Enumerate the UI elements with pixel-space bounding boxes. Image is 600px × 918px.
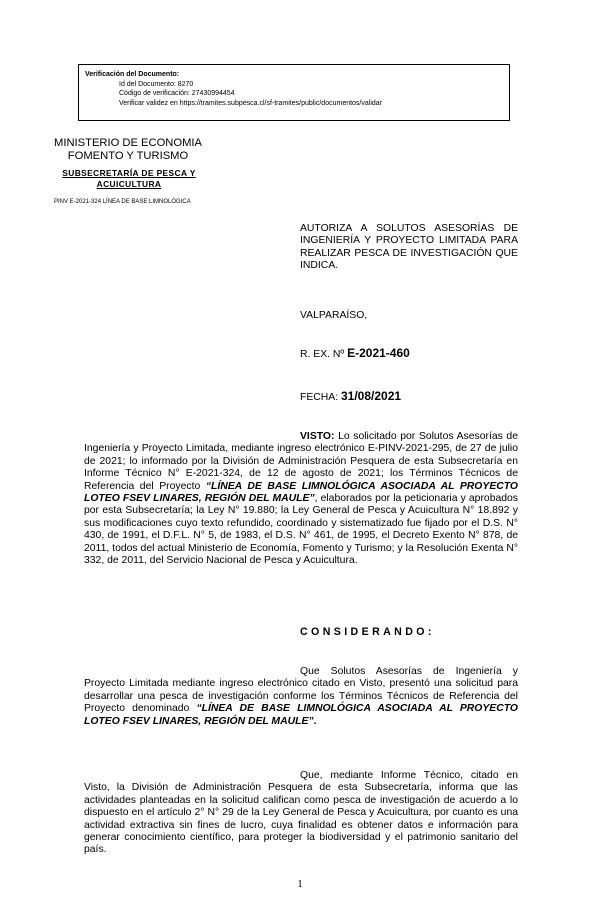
considerando-paragraph-1: [84, 666, 518, 728]
ministry-line-2: FOMENTO Y TURISMO: [67, 150, 189, 162]
date-label: FECHA:: [300, 392, 339, 403]
verification-url[interactable]: • Verificar validez en https://tramites.subpesca.cl/sf-tramites/public/documentos/validar: [119, 99, 503, 109]
verification-box: [78, 64, 510, 121]
visto-project-name: “LÍNEA DE BASE LIMNOLÓGICA ASOCIADA AL PROYECTO LOTEO FSEV LINARES, REGIÓN DEL MAULE”: [84, 480, 519, 505]
date-value: 31/08/2021: [341, 389, 402, 403]
visto-text-b: , elaborados por la peticionaria y aprobados por esta Subsecretaría; la Ley N° 19.880; la Ley General de Pesca y Acuicultura N° 18.892 y sus modificaciones cuyo texto refundido, coordinado y sistematizado fue fijado por el D.S. N° 430, de 1991, el D.F.L. N° 5, de 1983, el D.S. N° 461, de 1995, el Decreto Exento N° 878, de 2011, todos del actual Ministerio de Economía, Fomento y Turismo; y la Resolución Exenta N° 332, de 2011, del Servicio Nacional de Pesca y Acuicultura.: [84, 493, 519, 567]
visto-paragraph: [84, 431, 518, 567]
ministry-line-1: MINISTERIO DE ECONOMIA: [54, 137, 202, 149]
resolution-date: [300, 390, 518, 404]
verification-code: • Código de verificación: 27430994454: [119, 89, 503, 99]
considerando-p1-text: Que Solutos Asesorías de Ingeniería y Proyecto Limitada mediante ingreso electrónico citado en Visto, presentó una solicitud para desarrollar una pesca de investigación conforme los Términos Técnicos de Referencia del Proyecto denominado: [84, 666, 518, 715]
resolution-number: [300, 347, 518, 361]
rex-value: E-2021-460: [347, 346, 410, 360]
resolution-place: VALPARAÍSO,: [300, 310, 368, 321]
considerando-paragraph-2: [84, 770, 518, 857]
considerando-p1-body: [84, 666, 518, 728]
visto-text-a: Lo solicitado por Solutos Asesorías de Ingeniería y Proyecto Limitada, mediante ingreso electrónico E-PINV-2021-295, de 27 de julio de 2021; lo informado por la División de Administración Pesquera de esta Subsecretaría en Informe Técnico N° E-2021-324, de 12 de agosto de 2021; los Términos Técnicos de Referencia del Proyecto: [84, 431, 518, 492]
reference-code: PINV E-2021-324 LÍNEA DE BASE LIMNOLÓGICA: [54, 199, 191, 205]
visto-section: [84, 431, 518, 567]
resolution-subject: AUTORIZA A SOLUTOS ASESORÍAS DE INGENIERÍA Y PROYECTO LIMITADA PARA REALIZAR PESCA DE INVESTIGACIÓN QUE INDICA.: [300, 223, 518, 272]
considerando-p1-end: .: [313, 715, 317, 727]
page-number: 1: [297, 878, 303, 890]
verification-title: Verificación del Documento:: [85, 71, 180, 78]
verification-id: • Id del Documento: 8270: [119, 80, 503, 90]
visto-label: VISTO:: [300, 431, 335, 442]
considerando-p2-text: Que, mediante Informe Técnico, citado en Visto, la División de Administración Pesquera de esta Subsecretaría, informa que las actividades planteadas en la solicitud califican como pesca de investigación de acuerdo a lo dispuesto en el artículo 2° N° 29 de la Ley General de Pesca y Acuicultura, por cuanto es una actividad extractiva sin fines de lucro, cuya finalidad es obtener datos e información para generar conocimiento científico, para proteger la biodiversidad y el patrimonio sanitario del país.: [84, 770, 518, 856]
considerando-p1-project: “LÍNEA DE BASE LIMNOLÓGICA ASOCIADA AL PROYECTO LOTEO FSEV LINARES, REGIÓN DEL MAULE”: [84, 703, 518, 727]
ministry-heading: [34, 137, 222, 163]
verification-list: [85, 80, 503, 109]
subsecretaria-heading: SUBSECRETARÍA DE PESCA Y ACUICULTURA: [62, 168, 196, 189]
rex-label: R. EX. Nº: [300, 349, 345, 360]
considerando-heading: CONSIDERANDO:: [300, 626, 435, 638]
